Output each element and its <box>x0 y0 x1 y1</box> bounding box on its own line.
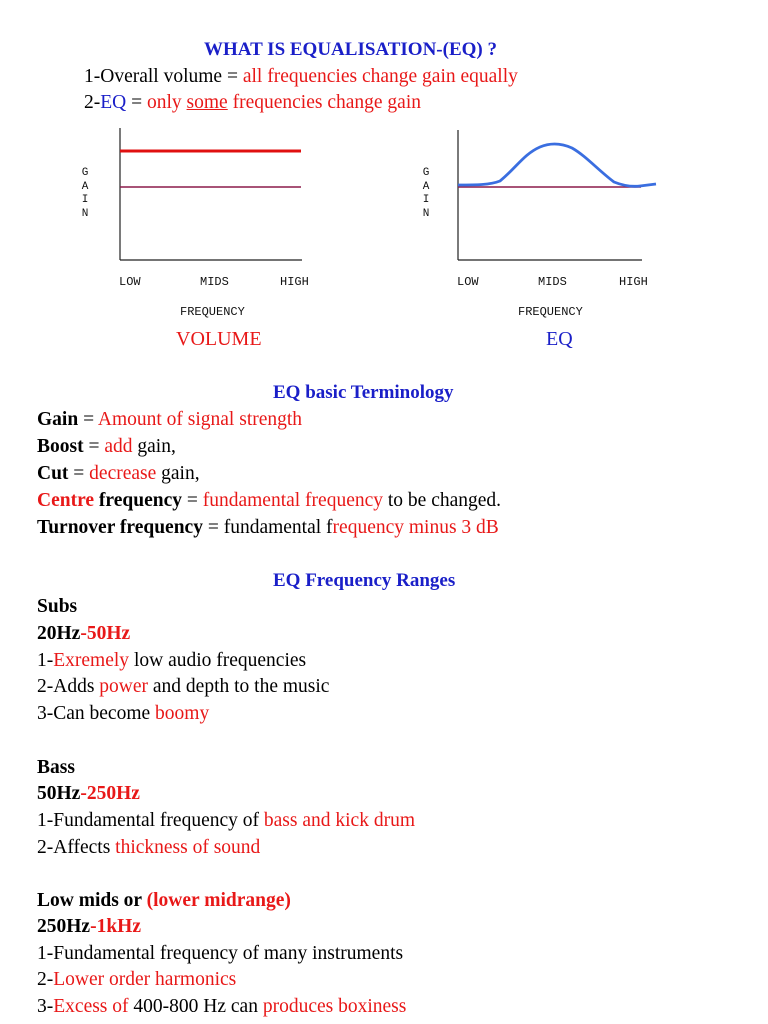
lowmids-line-2 <box>37 967 236 993</box>
lowmids-name-red: (lower midrange) <box>146 890 291 911</box>
intro-line2-term: EQ <box>100 92 127 113</box>
term-centre <box>37 488 501 514</box>
lowmids-range-end: -1kHz <box>90 916 141 937</box>
lowmids-l1-num: 1-Fundamental frequency of many instruments <box>37 943 404 964</box>
term-boost-desc-red: add <box>104 436 133 457</box>
term-gain-eq: = <box>78 409 98 430</box>
term-cut-desc: gain, <box>156 463 200 484</box>
term-turnover <box>37 515 499 541</box>
subs-line-2 <box>37 674 329 700</box>
right-gain-axis-label <box>421 167 431 221</box>
term-turnover-desc-red: requency minus 3 dB <box>332 517 499 538</box>
bass-range-end: -250Hz <box>80 783 140 804</box>
left-tick-low: LOW <box>119 275 141 289</box>
eq-bell-curve <box>458 144 656 186</box>
subs-l1-num: 1- <box>37 650 54 671</box>
intro-line1-num: 1- <box>84 66 101 87</box>
subs-l2-red: power <box>99 676 149 697</box>
intro-line2-eq: = <box>126 92 147 113</box>
lowmids-heading <box>37 888 291 914</box>
bass-heading: Bass <box>37 757 75 778</box>
gain-letter: I <box>81 194 89 206</box>
bass-l1-num: 1-Fundamental frequency of <box>37 810 264 831</box>
subs-line-3 <box>37 701 209 727</box>
term-cut-desc-red: decrease <box>89 463 157 484</box>
bass-range-start: 50Hz <box>37 783 81 804</box>
right-x-axis-label: FREQUENCY <box>518 305 583 319</box>
term-cut-term: Cut <box>37 463 69 484</box>
bass-line-1 <box>37 808 415 834</box>
term-boost-desc: gain, <box>132 436 176 457</box>
term-boost-eq: = <box>83 436 105 457</box>
term-gain-desc: Amount of signal strength <box>97 409 303 430</box>
lowmids-range <box>37 914 141 940</box>
term-turnover-term: Turnover frequency <box>37 517 203 538</box>
lowmids-l3-red1: Excess of <box>53 996 129 1017</box>
term-cut-eq: = <box>68 463 90 484</box>
subs-l2-num: 2-Adds <box>37 676 100 697</box>
lowmids-l3-red2: produces boxiness <box>262 996 407 1017</box>
term-turnover-eq: = <box>202 517 224 538</box>
lowmids-line-1 <box>37 941 403 967</box>
gain-letter: G <box>81 167 89 179</box>
subs-l3-red: boomy <box>155 703 210 724</box>
intro-line2-desc-a: only <box>147 92 187 113</box>
lowmids-range-start: 250Hz <box>37 916 91 937</box>
gain-letter: N <box>81 207 89 220</box>
lowmids-l2-red: Lower order harmonics <box>53 969 237 990</box>
eq-caption: EQ <box>546 328 573 350</box>
lowmids-l3-mid: 400-800 Hz can <box>128 996 263 1017</box>
subs-line-1 <box>37 648 306 674</box>
gain-letter: I <box>422 194 430 206</box>
subs-l2-rest: and depth to the music <box>148 676 330 697</box>
term-centre-desc-red: fundamental frequency <box>202 490 384 511</box>
term-centre-term-red: Centre <box>37 490 95 511</box>
intro-line1-term: Overall volume <box>100 66 223 87</box>
left-gain-axis-label <box>80 167 90 221</box>
lowmids-line-3 <box>37 994 406 1020</box>
bass-l2-num: 2-Affects <box>37 837 116 858</box>
term-boost <box>37 434 176 460</box>
right-tick-mids: MIDS <box>538 275 567 289</box>
ranges-title: EQ Frequency Ranges <box>273 570 456 591</box>
intro-line1-eq: = <box>222 66 243 87</box>
intro-line-volume <box>84 64 518 90</box>
intro-line1-desc: all frequencies change gain equally <box>242 66 518 87</box>
right-tick-high: HIGH <box>619 275 648 289</box>
term-centre-term: frequency <box>94 490 182 511</box>
subs-l1-red: Exremely <box>53 650 130 671</box>
intro-line2-desc-b: frequencies change gain <box>227 92 421 113</box>
gain-letter: A <box>81 180 89 193</box>
bass-l1-red: bass and kick drum <box>263 810 415 831</box>
term-boost-term: Boost <box>37 436 84 457</box>
volume-graph <box>110 128 310 268</box>
page-title: WHAT IS EQUALISATION-(EQ) ? <box>204 39 497 60</box>
gain-letter: N <box>422 207 430 220</box>
subs-l1-rest: low audio frequencies <box>129 650 307 671</box>
subs-heading: Subs <box>37 596 78 617</box>
intro-line2-num: 2- <box>84 92 101 113</box>
intro-line2-desc-underlined: some <box>186 92 228 113</box>
lowmids-l3-num: 3- <box>37 996 54 1017</box>
right-tick-low: LOW <box>457 275 479 289</box>
bass-l2-red: thickness of sound <box>115 837 261 858</box>
volume-caption: VOLUME <box>176 328 262 350</box>
term-cut <box>37 461 200 487</box>
bass-line-2 <box>37 835 260 861</box>
lowmids-l2-num: 2- <box>37 969 54 990</box>
subs-range <box>37 621 130 647</box>
term-turnover-desc: fundamental f <box>223 517 333 538</box>
left-x-axis-label: FREQUENCY <box>180 305 245 319</box>
intro-line-eq <box>84 90 421 116</box>
terminology-title: EQ basic Terminology <box>273 382 454 403</box>
term-centre-eq: = <box>181 490 203 511</box>
gain-letter: G <box>422 167 430 179</box>
subs-l3-num: 3-Can become <box>37 703 156 724</box>
left-tick-mids: MIDS <box>200 275 229 289</box>
gain-letter: A <box>422 180 430 193</box>
subs-range-end: -50Hz <box>80 623 131 644</box>
bass-range <box>37 781 140 807</box>
term-gain-term: Gain <box>37 409 79 430</box>
subs-range-start: 20Hz <box>37 623 81 644</box>
term-centre-desc: to be changed. <box>383 490 502 511</box>
left-tick-high: HIGH <box>280 275 309 289</box>
eq-graph <box>448 128 658 268</box>
lowmids-name: Low mids or <box>37 890 147 911</box>
term-gain <box>37 407 302 433</box>
